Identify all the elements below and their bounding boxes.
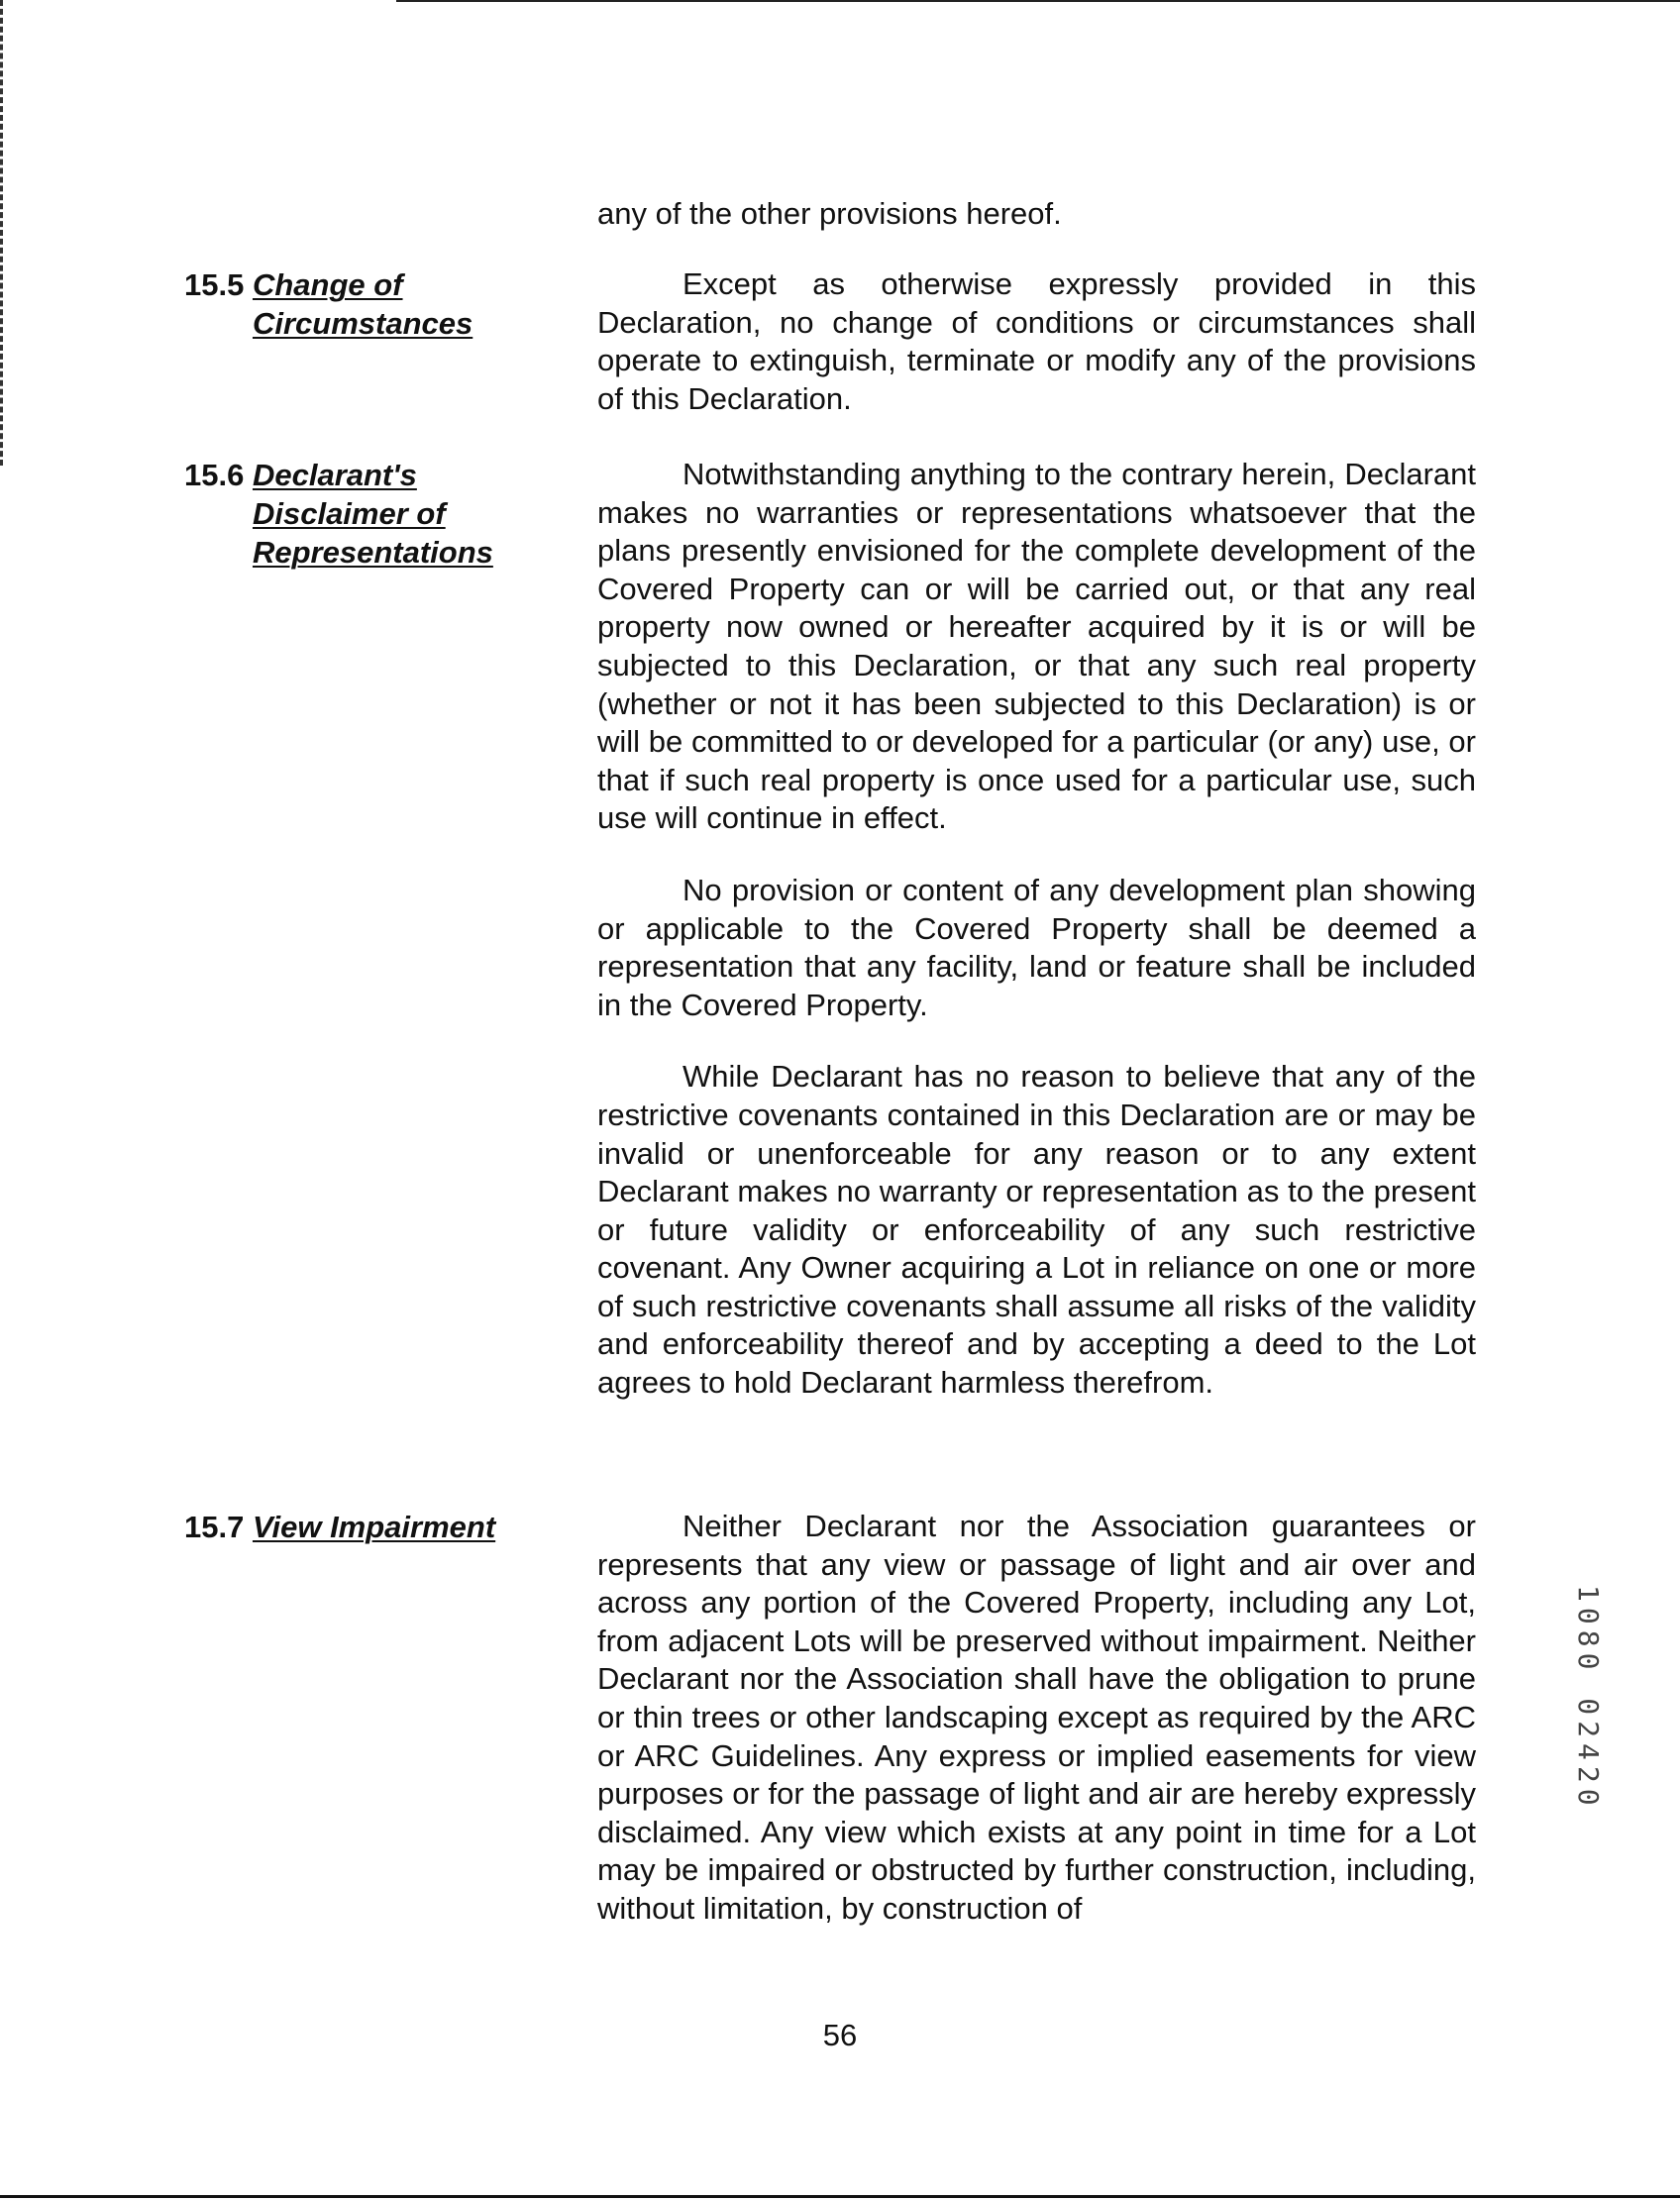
section-number: 15.5 bbox=[184, 267, 245, 302]
section-title-line: Disclaimer of bbox=[252, 496, 446, 531]
section-heading bbox=[184, 456, 541, 572]
section-title bbox=[253, 265, 472, 343]
lead-in-text: any of the other provisions hereof. bbox=[597, 196, 1062, 231]
section-body bbox=[597, 1508, 1476, 1929]
paragraph: Notwithstanding anything to the contrary herein, Declarant makes no warranties or representations whatsoever that the plans presently envisioned for the complete development of the Covered Property can or will be carried out, or that any real property now owned or hereafter acquired by it is or will be subjected to this Declaration, or that any such real property (whether or not it has been subjected to this Declaration) is or will be committed to or developed for a particular (or any) use, or that if such real property is once used for a particular use, such use will continue in effect. bbox=[597, 457, 1476, 836]
section-title-line: Change of bbox=[252, 267, 403, 302]
section-title-line: Circumstances bbox=[252, 306, 473, 341]
page-number-text: 56 bbox=[822, 2018, 858, 2052]
section-heading bbox=[184, 1508, 541, 1546]
paragraph: No provision or content of any development plan showing or applicable to the Covered Property shall be deemed a representation that any facility, land or feature shall be included in the Covered Property. bbox=[597, 872, 1476, 1022]
margin-stamp-text: 1080 02420 bbox=[1572, 1585, 1605, 1812]
paragraph: While Declarant has no reason to believe that any of the restrictive covenants contained in this Declaration are or may be invalid or unenforceable for any reason or to any extent Declarant makes no warranty or representation as to the present or future validity or enforceability of any such restrictive covenant. Any Owner acquiring a Lot in reliance on one or more of such restrictive covenants shall assume all risks of the validity and enforceability thereof and by accepting a deed to the Lot agrees to hold Declarant harmless therefrom. bbox=[597, 1059, 1476, 1401]
paragraph: Except as otherwise expressly provided in this Declaration, no change of conditions or circumstances shall operate to extinguish, terminate or modify any of the provisions of this Declaration. bbox=[597, 266, 1476, 416]
scan-border-left bbox=[0, 0, 6, 466]
scan-border-top bbox=[396, 0, 1680, 2]
section-number: 15.6 bbox=[184, 458, 245, 492]
section-heading bbox=[184, 265, 541, 343]
section-body bbox=[597, 456, 1476, 1403]
section-body bbox=[597, 265, 1476, 418]
page-number bbox=[0, 2017, 1680, 2054]
margin-stamp bbox=[1572, 1585, 1609, 1882]
paragraph: Neither Declarant nor the Association guarantees or represents that any view or passage of light and air over and across any portion of the Covered Property, including any Lot, from adjacent Lots will be preserved without impairment. Neither Declarant nor the Association shall have the obligation to prune or thin trees or other landscaping except as required by the ARC or ARC Guidelines. Any express or implied easements for view purposes or for the passage of light and air are hereby expressly disclaimed. Any view which exists at any point in time for a Lot may be impaired or obstructed by further construction, including, without limitation, by construction of bbox=[597, 1509, 1476, 1926]
section-title-line: View Impairment bbox=[252, 1510, 496, 1544]
section-number: 15.7 bbox=[184, 1510, 245, 1544]
section-title-line: Declarant's bbox=[252, 458, 417, 492]
section-title-line: Representations bbox=[252, 535, 493, 570]
scan-border-bottom bbox=[0, 2195, 1680, 2198]
section-title bbox=[253, 1508, 495, 1546]
section-title bbox=[253, 456, 493, 572]
